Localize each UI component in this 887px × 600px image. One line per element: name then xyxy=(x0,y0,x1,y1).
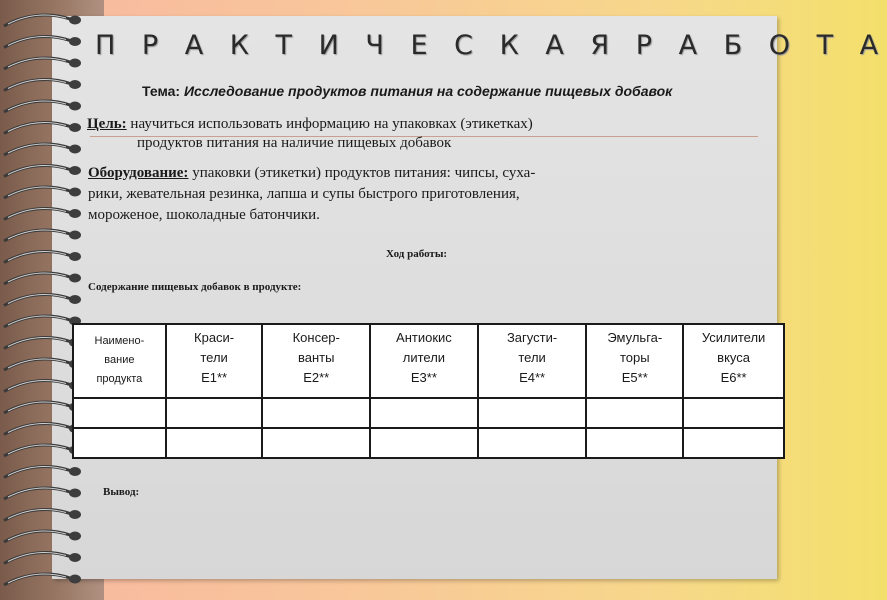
header-cell: Краси- тели Е1** xyxy=(166,324,263,398)
table-cell[interactable] xyxy=(262,398,370,428)
table-cell[interactable] xyxy=(586,398,683,428)
equipment-text-line1: упаковки (этикетки) продуктов питания: чипсы, суха- xyxy=(192,165,536,181)
page-title: П Р А К Т И Ч Е С К А Я Р А Б О Т А xyxy=(95,30,887,61)
table-cell[interactable] xyxy=(683,398,784,428)
header-cell: Консер- ванты Е2** xyxy=(262,324,370,398)
table-cell[interactable] xyxy=(586,428,683,458)
topic-text: Исследование продуктов питания на содержание пищевых добавок xyxy=(183,83,673,99)
goal-label: Цель: xyxy=(87,116,127,132)
equipment-text-line2: рики, жевательная резинка, лапша и супы быстрого приготовления, xyxy=(88,186,520,202)
table-cell[interactable] xyxy=(370,398,478,428)
progress-heading: Ход работы: xyxy=(386,248,448,260)
additives-table xyxy=(72,323,785,459)
equipment-text-line3: мороженое, шоколадные батончики. xyxy=(88,207,320,223)
content-heading: Содержание пищевых добавок в продукте: xyxy=(88,281,302,293)
notebook-page xyxy=(52,16,887,579)
header-cell: Загусти- тели Е4** xyxy=(478,324,587,398)
table-row xyxy=(73,428,784,458)
spiral-binding-icon xyxy=(0,0,110,600)
equipment-label: Оборудование: xyxy=(88,165,189,181)
table-row xyxy=(73,398,784,428)
table-cell[interactable] xyxy=(478,428,587,458)
table-cell[interactable] xyxy=(683,428,784,458)
table-cell[interactable] xyxy=(166,428,263,458)
table-header-row xyxy=(73,324,784,398)
goal-text-line2: продуктов питания на наличие пищевых добавок xyxy=(137,135,452,151)
table-cell[interactable] xyxy=(478,398,587,428)
equipment-block xyxy=(88,163,668,226)
table-cell[interactable] xyxy=(73,428,166,458)
topic-line xyxy=(142,83,672,99)
goal-text-line1: научиться использовать информацию на упаковках (этикетках) xyxy=(130,116,533,132)
table-cell[interactable] xyxy=(370,428,478,458)
table-cell[interactable] xyxy=(73,398,166,428)
table-cell[interactable] xyxy=(166,398,263,428)
topic-label: Тема: xyxy=(142,83,181,99)
goal-block xyxy=(87,115,667,153)
table-cell[interactable] xyxy=(262,428,370,458)
header-cell: Наимено- вание продукта xyxy=(73,324,166,398)
header-cell: Усилители вкуса Е6** xyxy=(683,324,784,398)
header-cell: Эмульга- торы Е5** xyxy=(586,324,683,398)
header-cell: Антиокис лители Е3** xyxy=(370,324,478,398)
conclusion-heading: Вывод: xyxy=(103,486,140,498)
